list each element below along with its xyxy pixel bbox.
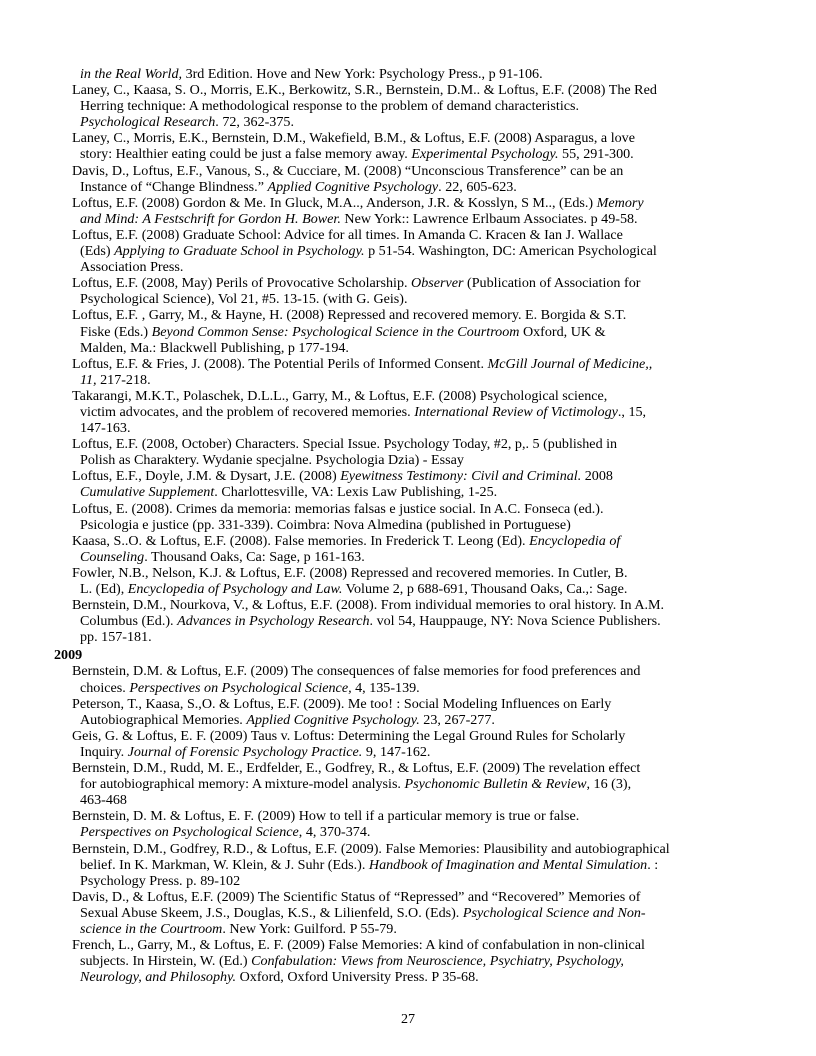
reference-line <box>72 146 762 162</box>
text: Loftus, E.F. (2008) Graduate School: Advice for all times. In Amanda C. Kracen & Ian J. Wallace <box>72 226 623 243</box>
text: 9, 147-162. <box>362 743 431 760</box>
italic-text: in the Real World, <box>80 66 183 82</box>
text: Takarangi, M.K.T., Polaschek, D.L.L., Garry, M., & Loftus, E.F. (2008) Psychological science, <box>72 387 608 404</box>
reference-line <box>72 857 762 873</box>
italic-text: Beyond Common Sense: Psychological Science in the Courtroom <box>151 323 520 340</box>
reference-line <box>72 501 762 517</box>
text: Oxford, Oxford University Press. P 35-68. <box>236 969 479 986</box>
reference-line <box>72 130 762 146</box>
text: Bernstein, D.M. & Loftus, E.F. (2009) The consequences of false memories for food preferences and <box>72 663 641 680</box>
reference-line <box>72 533 762 549</box>
text: French, L., Garry, M., & Loftus, E. F. (2009) False Memories: A kind of confabulation in non-clinical <box>72 937 645 954</box>
text: . 22, 605-623. <box>438 178 517 195</box>
reference-line <box>72 680 762 696</box>
text: Bernstein, D.M., Nourkova, V., & Loftus, E.F. (2008). From individual memories to oral history. In A.M. <box>72 597 665 614</box>
reference-line <box>72 696 762 712</box>
text: . New York: Guilford. P 55-79. <box>222 920 397 937</box>
reference-line <box>72 953 762 969</box>
text: pp. 157-181. <box>80 629 152 646</box>
reference-line <box>72 565 762 581</box>
reference-entry <box>72 436 762 468</box>
text: for autobiographical memory: A mixture-model analysis. <box>80 776 405 793</box>
reference-entry <box>72 501 762 533</box>
text: Laney, C., Kaasa, S. O., Morris, E.K., Berkowitz, S.R., Bernstein, D.M.. & Loftus, E.F. (2008) The Red <box>72 82 657 99</box>
reference-entry <box>72 388 762 436</box>
text: 4, 135-139. <box>351 679 420 696</box>
italic-text: Observer <box>411 275 464 292</box>
text: Geis, G. & Loftus, E. F. (2009) Taus v. Loftus: Determining the Legal Ground Rules for Scholarly <box>72 727 626 744</box>
reference-line <box>72 889 762 905</box>
year-heading: 2009 <box>54 647 83 664</box>
reference-line <box>72 468 762 484</box>
text: p 51-54. Washington, DC: American Psychological <box>364 243 657 260</box>
italic-text: Handbook of Imagination and Mental Simulation <box>368 856 648 873</box>
italic-text: McGill Journal of Medicine,, <box>487 355 653 372</box>
text: , 16 (3), <box>586 776 632 793</box>
reference-line <box>72 613 762 629</box>
text: Bernstein, D.M., Godfrey, R.D., & Loftus, E.F. (2009). False Memories: Plausibility and autobiographical <box>72 840 670 857</box>
text: 55, 291-300. <box>558 146 634 163</box>
reference-line <box>72 776 762 792</box>
reference-line <box>72 114 762 130</box>
reference-line <box>72 969 762 985</box>
reference-line <box>72 549 762 565</box>
text: Loftus, E.F., Doyle, J.M. & Dysart, J.E. (2008) <box>72 468 341 485</box>
reference-line <box>72 98 762 114</box>
reference-line <box>72 452 762 468</box>
italic-text: Psychological Science and Non- <box>462 904 646 921</box>
text: . vol 54, Hauppauge, NY: Nova Science Publishers. <box>369 613 661 630</box>
text: 217-218. <box>96 371 151 388</box>
reference-entry <box>72 163 762 195</box>
reference-entry <box>72 82 762 130</box>
italic-text: Psychological Research <box>80 114 216 131</box>
reference-line <box>72 275 762 291</box>
reference-line <box>72 388 762 404</box>
italic-text: Applying to Graduate School in Psychology. <box>114 243 365 260</box>
italic-text: Applied Cognitive Psychology <box>267 178 439 195</box>
reference-line <box>72 324 762 340</box>
text: 3rd Edition. Hove and New York: Psychology Press., p 91-106. <box>182 66 543 82</box>
italic-text: Applied Cognitive Psychology. <box>246 711 420 728</box>
reference-entry <box>72 841 762 889</box>
reference-line <box>72 356 762 372</box>
text: belief. In K. Markman, W. Klein, & J. Suhr (Eds.). <box>80 856 369 873</box>
reference-line <box>72 792 762 808</box>
text: Autobiographical Memories. <box>80 711 247 728</box>
reference-entry <box>72 889 762 937</box>
italic-text: Psychonomic Bulletin & Review <box>404 776 587 793</box>
text: Loftus, E.F. (2008, May) Perils of Provocative Scholarship. <box>72 275 412 292</box>
reference-line <box>72 744 762 760</box>
reference-line <box>72 404 762 420</box>
text: 147-163. <box>80 420 131 437</box>
italic-text: Eyewitness Testimony: Civil and Criminal. <box>340 468 582 485</box>
reference-line <box>72 597 762 613</box>
reference-entry <box>72 728 762 760</box>
text: (Eds) <box>80 243 115 260</box>
reference-entry <box>72 195 762 227</box>
text: 463-468 <box>80 792 127 809</box>
text: ., 15, <box>617 403 647 420</box>
reference-line <box>72 808 762 824</box>
text: . 72, 362-375. <box>215 114 294 131</box>
text: 2008 <box>581 468 613 485</box>
reference-line <box>72 517 762 533</box>
text: Bernstein, D. M. & Loftus, E. F. (2009) How to tell if a particular memory is true or false. <box>72 808 580 825</box>
italic-text: International Review of Victimology <box>414 403 618 420</box>
italic-text: Encyclopedia of <box>529 532 621 549</box>
reference-line <box>72 921 762 937</box>
text: Psychological Science), Vol 21, #5. 13-15. (with G. Geis). <box>80 291 408 308</box>
text: Loftus, E.F. , Garry, M., & Hayne, H. (2008) Repressed and recovered memory. E. Borgida & S.T. <box>72 307 627 324</box>
reference-entry <box>72 66 762 82</box>
reference-entry <box>72 307 762 355</box>
text: Inquiry. <box>80 743 128 760</box>
italic-text: Counseling <box>80 548 145 565</box>
text: Association Press. <box>80 259 184 276</box>
text: Davis, D., Loftus, E.F., Vanous, S., & Cucciare, M. (2008) “Unconscious Transference” can be an <box>72 162 624 179</box>
text: Kaasa, S..O. & Loftus, E.F. (2008). False memories. In Frederick T. Leong (Ed). <box>72 532 530 549</box>
text: subjects. In Hirstein, W. (Ed.) <box>80 953 252 970</box>
reference-entry <box>72 275 762 307</box>
reference-line <box>72 195 762 211</box>
reference-line <box>72 629 762 645</box>
reference-entry <box>72 468 762 500</box>
text: Columbus (Ed.). <box>80 613 178 630</box>
reference-line <box>72 841 762 857</box>
text: Loftus, E.F. (2008, October) Characters. Special Issue. Psychology Today, #2, p,. 5 (published in <box>72 436 618 453</box>
italic-text: Perspectives on Psychological Science <box>80 824 299 841</box>
reference-list <box>54 66 762 986</box>
reference-line <box>72 179 762 195</box>
reference-line <box>72 712 762 728</box>
text: story: Healthier eating could be just a false memory away. <box>80 146 412 163</box>
reference-entry <box>72 597 762 645</box>
reference-line <box>72 760 762 776</box>
italic-text: Encyclopedia of Psychology and Law. <box>127 581 343 597</box>
text: L. (Ed), <box>80 581 128 597</box>
reference-line <box>72 163 762 179</box>
text: Davis, D., & Loftus, E.F. (2009) The Scientific Status of “Repressed” and “Recovered” Memories of <box>72 888 641 905</box>
reference-line <box>72 905 762 921</box>
reference-line <box>72 243 762 259</box>
text: Peterson, T., Kaasa, S.,O. & Loftus, E.F. (2009). Me too! : Social Modeling Influences on Early <box>72 695 612 712</box>
text: Loftus, E.F. (2008) Gordon & Me. In Gluck, M.A.., Anderson, J.R. & Kosslyn, S M.., (Eds.) <box>72 194 597 211</box>
text: Volume 2, p 688-691, Thousand Oaks, Ca.,: Sage. <box>342 581 628 597</box>
reference-entry <box>72 937 762 985</box>
reference-line <box>72 663 762 679</box>
page-number: 27 <box>400 1011 416 1027</box>
reference-entry <box>72 565 762 597</box>
text: . Charlottesville, VA: Lexis Law Publishing, 1-25. <box>214 484 498 501</box>
text: Fowler, N.B., Nelson, K.J. & Loftus, E.F. (2008) Repressed and recovered memories. In Cutler, B. <box>72 564 628 581</box>
italic-text: and Mind: A Festschrift for Gordon H. Bower. <box>80 210 341 227</box>
reference-line <box>72 227 762 243</box>
reference-line <box>72 82 762 98</box>
text: Fiske (Eds.) <box>80 323 152 340</box>
text: Herring technique: A methodological response to the problem of demand characteristics. <box>80 98 579 115</box>
reference-entry <box>72 696 762 728</box>
reference-line <box>72 873 762 889</box>
italic-text: Advances in Psychology Research <box>177 613 370 630</box>
reference-line <box>72 420 762 436</box>
italic-text: Memory <box>596 194 644 211</box>
text: , 4, 370-374. <box>298 824 371 841</box>
text: Instance of “Change Blindness.” <box>80 178 268 195</box>
text: Loftus, E. (2008). Crimes da memoria: memorias falsas e justice social. In A.C. Fonseca (ed.). <box>72 500 604 517</box>
text: choices. <box>80 679 130 696</box>
text: Bernstein, D.M., Rudd, M. E., Erdfelder, E., Godfrey, R., & Loftus, E.F. (2009) The revelation effect <box>72 760 641 777</box>
reference-line <box>72 581 762 597</box>
reference-line <box>72 728 762 744</box>
reference-entry <box>72 130 762 162</box>
reference-entry <box>72 356 762 388</box>
text: Sexual Abuse Skeem, J.S., Douglas, K.S., & Lilienfeld, S.O. (Eds). <box>80 904 463 921</box>
reference-line <box>72 937 762 953</box>
reference-entry <box>72 533 762 565</box>
text: Laney, C., Morris, E.K., Bernstein, D.M., Wakefield, B.M., & Loftus, E.F. (2008) Asparagus, a love <box>72 130 635 147</box>
text: . : <box>647 856 659 873</box>
reference-line <box>72 484 762 500</box>
reference-entry <box>72 760 762 808</box>
reference-line <box>72 436 762 452</box>
italic-text: 11, <box>80 371 97 388</box>
reference-line <box>72 291 762 307</box>
reference-entry <box>72 227 762 275</box>
reference-entry <box>72 663 762 695</box>
italic-text: Neurology, and Philosophy. <box>80 969 237 986</box>
reference-line <box>72 66 762 82</box>
italic-text: science in the Courtroom <box>80 920 223 937</box>
reference-line <box>72 372 762 388</box>
text: Polish as Charaktery. Wydanie specjalne. Psychologia Dzia) - Essay <box>80 452 464 469</box>
text: Oxford, UK & <box>519 323 606 340</box>
reference-entry <box>72 808 762 840</box>
text: Loftus, E.F. & Fries, J. (2008). The Potential Perils of Informed Consent. <box>72 355 488 372</box>
italic-text: Journal of Forensic Psychology Practice. <box>127 743 363 760</box>
text: Malden, Ma.: Blackwell Publishing, p 177-194. <box>80 339 349 356</box>
text: . Thousand Oaks, Ca: Sage, p 161-163. <box>144 548 365 565</box>
text: victim advocates, and the problem of recovered memories. <box>80 403 415 420</box>
italic-text: Cumulative Supplement <box>80 484 215 501</box>
italic-text: Experimental Psychology. <box>411 146 559 163</box>
italic-text: Perspectives on Psychological Science, <box>129 679 352 696</box>
text: (Publication of Association for <box>463 275 641 292</box>
italic-text: Confabulation: Views from Neuroscience, Psychiatry, Psychology, <box>251 953 624 970</box>
text: Psicologia e justice (pp. 331-339). Coimbra: Nova Almedina (published in Portuguese) <box>80 516 571 533</box>
reference-line <box>72 340 762 356</box>
text: New York:: Lawrence Erlbaum Associates. p 49-58. <box>340 210 638 227</box>
text: Psychology Press. p. 89-102 <box>80 872 241 889</box>
reference-line <box>72 307 762 323</box>
reference-line <box>72 211 762 227</box>
reference-line <box>72 259 762 275</box>
text: 23, 267-277. <box>419 711 495 728</box>
reference-line <box>72 824 762 840</box>
